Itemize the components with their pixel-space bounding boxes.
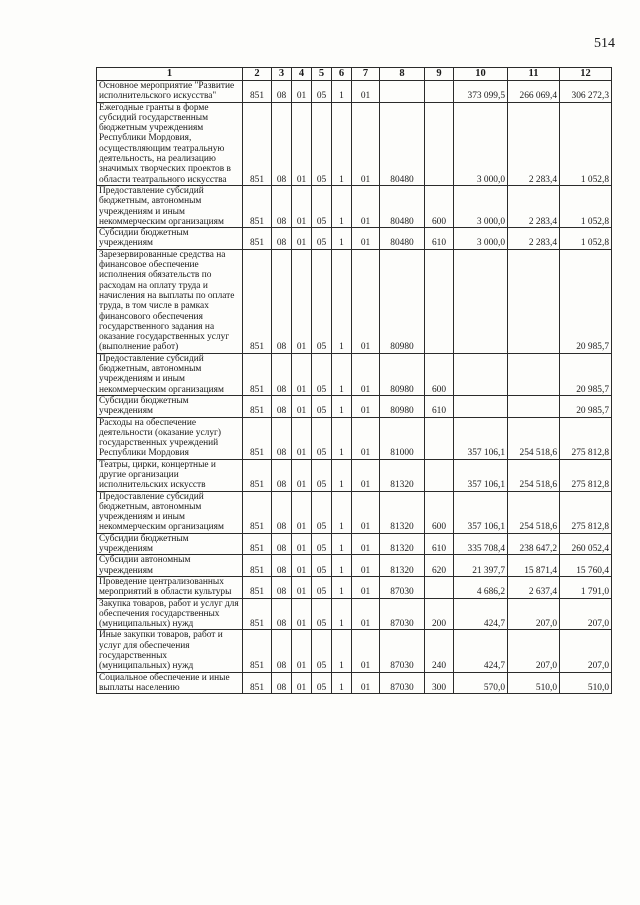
table-row (97, 576, 612, 598)
expense-name-cell: Субсидии бюджетным учреждениям (97, 533, 243, 555)
code-5-cell: 05 (312, 81, 332, 103)
code-6-cell: 1 (332, 81, 352, 103)
table-row (97, 533, 612, 555)
table-row (97, 630, 612, 672)
amount-12-cell: 20 985,7 (560, 249, 612, 353)
code-5-cell: 05 (312, 353, 332, 395)
code-3-cell: 08 (272, 81, 292, 103)
amount-11-cell: 2 283,4 (508, 102, 560, 185)
code-7-cell: 01 (352, 249, 380, 353)
code-4-cell: 01 (292, 417, 312, 459)
table-row (97, 249, 612, 353)
code-2-cell: 851 (243, 81, 272, 103)
code-5-cell: 05 (312, 417, 332, 459)
code-7-cell: 01 (352, 459, 380, 491)
code-9-cell: 620 (425, 555, 454, 577)
code-5-cell: 05 (312, 228, 332, 250)
code-2-cell: 851 (243, 228, 272, 250)
code-5-cell: 05 (312, 491, 332, 533)
column-header: 5 (312, 68, 332, 81)
expense-name-cell: Ежегодные гранты в форме субсидий государственным бюджетным учреждениям Республики Мордовия, осуществляющим театральную деятельность, на реализацию значимых творческих проектов в области театрального искусства (97, 102, 243, 185)
code-2-cell: 851 (243, 672, 272, 694)
code-5-cell: 05 (312, 395, 332, 417)
amount-12-cell: 510,0 (560, 672, 612, 694)
table-row (97, 672, 612, 694)
amount-11-cell: 207,0 (508, 630, 560, 672)
code-2-cell: 851 (243, 185, 272, 227)
code-5-cell: 05 (312, 555, 332, 577)
code-2-cell: 851 (243, 555, 272, 577)
code-8-cell (380, 81, 425, 103)
amount-10-cell: 3 000,0 (454, 185, 508, 227)
code-4-cell: 01 (292, 630, 312, 672)
code-6-cell: 1 (332, 459, 352, 491)
code-7-cell: 01 (352, 102, 380, 185)
amount-11-cell: 2 637,4 (508, 576, 560, 598)
amount-12-cell: 20 985,7 (560, 395, 612, 417)
table-row (97, 491, 612, 533)
expense-name-cell: Субсидии автономным учреждениям (97, 555, 243, 577)
code-2-cell: 851 (243, 459, 272, 491)
expense-name-cell: Субсидии бюджетным учреждениям (97, 395, 243, 417)
column-header: 12 (560, 68, 612, 81)
code-5-cell: 05 (312, 102, 332, 185)
budget-table (96, 67, 612, 694)
amount-12-cell: 207,0 (560, 630, 612, 672)
code-5-cell: 05 (312, 598, 332, 630)
amount-11-cell: 266 069,4 (508, 81, 560, 103)
code-8-cell: 80480 (380, 185, 425, 227)
column-header: 1 (97, 68, 243, 81)
table-row (97, 395, 612, 417)
expense-name-cell: Расходы на обеспечение деятельности (оказание услуг) государственных учреждений Республики Мордовия (97, 417, 243, 459)
code-3-cell: 08 (272, 672, 292, 694)
amount-11-cell: 2 283,4 (508, 185, 560, 227)
column-header: 6 (332, 68, 352, 81)
code-7-cell: 01 (352, 555, 380, 577)
code-9-cell: 300 (425, 672, 454, 694)
code-4-cell: 01 (292, 81, 312, 103)
amount-12-cell: 306 272,3 (560, 81, 612, 103)
code-2-cell: 851 (243, 533, 272, 555)
code-6-cell: 1 (332, 576, 352, 598)
code-3-cell: 08 (272, 533, 292, 555)
amount-11-cell: 15 871,4 (508, 555, 560, 577)
code-9-cell: 610 (425, 228, 454, 250)
code-4-cell: 01 (292, 533, 312, 555)
expense-name-cell: Зарезервированные средства на финансовое обеспечение исполнения обязательств по расходам на оплату труда и начисления на выплаты по оплате труда, в том числе в рамках финансового обеспечения государственного задания на оказание государственных услуг (выполнение работ) (97, 249, 243, 353)
code-4-cell: 01 (292, 598, 312, 630)
code-7-cell: 01 (352, 185, 380, 227)
code-9-cell (425, 81, 454, 103)
code-9-cell (425, 249, 454, 353)
code-3-cell: 08 (272, 228, 292, 250)
code-3-cell: 08 (272, 598, 292, 630)
amount-12-cell: 275 812,8 (560, 459, 612, 491)
code-5-cell: 05 (312, 185, 332, 227)
amount-10-cell (454, 249, 508, 353)
expense-name-cell: Социальное обеспечение и иные выплаты населению (97, 672, 243, 694)
code-6-cell: 1 (332, 533, 352, 555)
code-7-cell: 01 (352, 630, 380, 672)
column-header: 11 (508, 68, 560, 81)
amount-10-cell: 4 686,2 (454, 576, 508, 598)
code-8-cell: 80980 (380, 353, 425, 395)
code-7-cell: 01 (352, 353, 380, 395)
code-4-cell: 01 (292, 576, 312, 598)
code-4-cell: 01 (292, 555, 312, 577)
table-row (97, 228, 612, 250)
column-header: 9 (425, 68, 454, 81)
table-row (97, 353, 612, 395)
code-9-cell: 240 (425, 630, 454, 672)
code-4-cell: 01 (292, 672, 312, 694)
code-4-cell: 01 (292, 459, 312, 491)
code-2-cell: 851 (243, 417, 272, 459)
expense-name-cell: Проведение централизованных мероприятий в области культуры (97, 576, 243, 598)
code-6-cell: 1 (332, 102, 352, 185)
code-8-cell: 81320 (380, 533, 425, 555)
code-9-cell: 610 (425, 533, 454, 555)
code-9-cell (425, 417, 454, 459)
code-4-cell: 01 (292, 249, 312, 353)
amount-10-cell: 570,0 (454, 672, 508, 694)
code-7-cell: 01 (352, 417, 380, 459)
amount-12-cell: 207,0 (560, 598, 612, 630)
code-8-cell: 80980 (380, 249, 425, 353)
code-9-cell: 200 (425, 598, 454, 630)
expense-name-cell: Предоставление субсидий бюджетным, автономным учреждениям и иным некоммерческим организациям (97, 185, 243, 227)
code-6-cell: 1 (332, 555, 352, 577)
code-9-cell (425, 576, 454, 598)
amount-10-cell: 3 000,0 (454, 102, 508, 185)
code-3-cell: 08 (272, 555, 292, 577)
code-7-cell: 01 (352, 576, 380, 598)
expense-name-cell: Закупка товаров, работ и услуг для обеспечения государственных (муниципальных) нужд (97, 598, 243, 630)
table-body (97, 81, 612, 694)
amount-10-cell: 3 000,0 (454, 228, 508, 250)
amount-10-cell (454, 395, 508, 417)
amount-12-cell: 1 791,0 (560, 576, 612, 598)
code-6-cell: 1 (332, 228, 352, 250)
code-8-cell: 81320 (380, 459, 425, 491)
amount-12-cell: 275 812,8 (560, 491, 612, 533)
expense-name-cell: Предоставление субсидий бюджетным, автономным учреждениям и иным некоммерческим организациям (97, 491, 243, 533)
code-6-cell: 1 (332, 630, 352, 672)
column-header: 3 (272, 68, 292, 81)
expense-name-cell: Театры, цирки, концертные и другие организации исполнительских искусств (97, 459, 243, 491)
amount-12-cell: 1 052,8 (560, 228, 612, 250)
amount-12-cell: 1 052,8 (560, 185, 612, 227)
code-8-cell: 80480 (380, 102, 425, 185)
code-2-cell: 851 (243, 630, 272, 672)
table-row (97, 81, 612, 103)
page-number: 514 (594, 36, 615, 51)
code-5-cell: 05 (312, 672, 332, 694)
amount-10-cell (454, 353, 508, 395)
code-9-cell: 600 (425, 353, 454, 395)
amount-11-cell: 207,0 (508, 598, 560, 630)
code-8-cell: 87030 (380, 576, 425, 598)
code-3-cell: 08 (272, 576, 292, 598)
code-3-cell: 08 (272, 395, 292, 417)
amount-11-cell (508, 249, 560, 353)
code-6-cell: 1 (332, 417, 352, 459)
code-7-cell: 01 (352, 598, 380, 630)
code-6-cell: 1 (332, 249, 352, 353)
column-header: 4 (292, 68, 312, 81)
code-2-cell: 851 (243, 395, 272, 417)
code-9-cell (425, 102, 454, 185)
code-6-cell: 1 (332, 598, 352, 630)
code-5-cell: 05 (312, 630, 332, 672)
code-4-cell: 01 (292, 395, 312, 417)
code-3-cell: 08 (272, 491, 292, 533)
code-6-cell: 1 (332, 672, 352, 694)
code-6-cell: 1 (332, 185, 352, 227)
code-8-cell: 87030 (380, 598, 425, 630)
column-header: 10 (454, 68, 508, 81)
code-2-cell: 851 (243, 491, 272, 533)
code-3-cell: 08 (272, 102, 292, 185)
code-7-cell: 01 (352, 491, 380, 533)
amount-10-cell: 373 099,5 (454, 81, 508, 103)
amount-10-cell: 357 106,1 (454, 491, 508, 533)
code-2-cell: 851 (243, 102, 272, 185)
code-4-cell: 01 (292, 353, 312, 395)
code-4-cell: 01 (292, 102, 312, 185)
code-2-cell: 851 (243, 576, 272, 598)
code-3-cell: 08 (272, 417, 292, 459)
code-2-cell: 851 (243, 249, 272, 353)
expense-name-cell: Иные закупки товаров, работ и услуг для обеспечения государственных (муниципальных) нужд (97, 630, 243, 672)
code-4-cell: 01 (292, 228, 312, 250)
table-row (97, 417, 612, 459)
table-row (97, 102, 612, 185)
code-6-cell: 1 (332, 491, 352, 533)
amount-12-cell: 20 985,7 (560, 353, 612, 395)
table-row (97, 598, 612, 630)
code-3-cell: 08 (272, 185, 292, 227)
code-5-cell: 05 (312, 533, 332, 555)
table-row (97, 185, 612, 227)
code-8-cell: 81320 (380, 491, 425, 533)
code-9-cell: 600 (425, 491, 454, 533)
code-5-cell: 05 (312, 459, 332, 491)
code-8-cell: 81320 (380, 555, 425, 577)
code-8-cell: 87030 (380, 672, 425, 694)
code-4-cell: 01 (292, 491, 312, 533)
code-9-cell: 610 (425, 395, 454, 417)
column-header: 2 (243, 68, 272, 81)
expense-name-cell: Основное мероприятие "Развитие исполнительского искусства" (97, 81, 243, 103)
code-7-cell: 01 (352, 228, 380, 250)
amount-10-cell: 357 106,1 (454, 417, 508, 459)
code-6-cell: 1 (332, 353, 352, 395)
amount-10-cell: 424,7 (454, 598, 508, 630)
code-2-cell: 851 (243, 598, 272, 630)
table-row (97, 555, 612, 577)
amount-10-cell: 335 708,4 (454, 533, 508, 555)
amount-11-cell: 2 283,4 (508, 228, 560, 250)
amount-10-cell: 424,7 (454, 630, 508, 672)
code-5-cell: 05 (312, 249, 332, 353)
code-8-cell: 80480 (380, 228, 425, 250)
code-6-cell: 1 (332, 395, 352, 417)
expense-name-cell: Предоставление субсидий бюджетным, автономным учреждениям и иным некоммерческим организациям (97, 353, 243, 395)
amount-11-cell: 510,0 (508, 672, 560, 694)
code-3-cell: 08 (272, 353, 292, 395)
amount-12-cell: 15 760,4 (560, 555, 612, 577)
code-8-cell: 87030 (380, 630, 425, 672)
amount-10-cell: 357 106,1 (454, 459, 508, 491)
code-2-cell: 851 (243, 353, 272, 395)
column-header: 8 (380, 68, 425, 81)
expense-name-cell: Субсидии бюджетным учреждениям (97, 228, 243, 250)
code-3-cell: 08 (272, 249, 292, 353)
amount-12-cell: 1 052,8 (560, 102, 612, 185)
code-9-cell (425, 459, 454, 491)
code-3-cell: 08 (272, 459, 292, 491)
amount-12-cell: 275 812,8 (560, 417, 612, 459)
code-8-cell: 81000 (380, 417, 425, 459)
amount-11-cell (508, 353, 560, 395)
code-9-cell: 600 (425, 185, 454, 227)
column-header: 7 (352, 68, 380, 81)
amount-11-cell: 238 647,2 (508, 533, 560, 555)
table-row (97, 459, 612, 491)
amount-11-cell: 254 518,6 (508, 491, 560, 533)
code-8-cell: 80980 (380, 395, 425, 417)
code-7-cell: 01 (352, 395, 380, 417)
amount-10-cell: 21 397,7 (454, 555, 508, 577)
code-7-cell: 01 (352, 81, 380, 103)
amount-11-cell (508, 395, 560, 417)
code-5-cell: 05 (312, 576, 332, 598)
amount-11-cell: 254 518,6 (508, 417, 560, 459)
amount-12-cell: 260 052,4 (560, 533, 612, 555)
code-3-cell: 08 (272, 630, 292, 672)
code-7-cell: 01 (352, 533, 380, 555)
header-row (97, 68, 612, 81)
code-4-cell: 01 (292, 185, 312, 227)
code-7-cell: 01 (352, 672, 380, 694)
amount-11-cell: 254 518,6 (508, 459, 560, 491)
